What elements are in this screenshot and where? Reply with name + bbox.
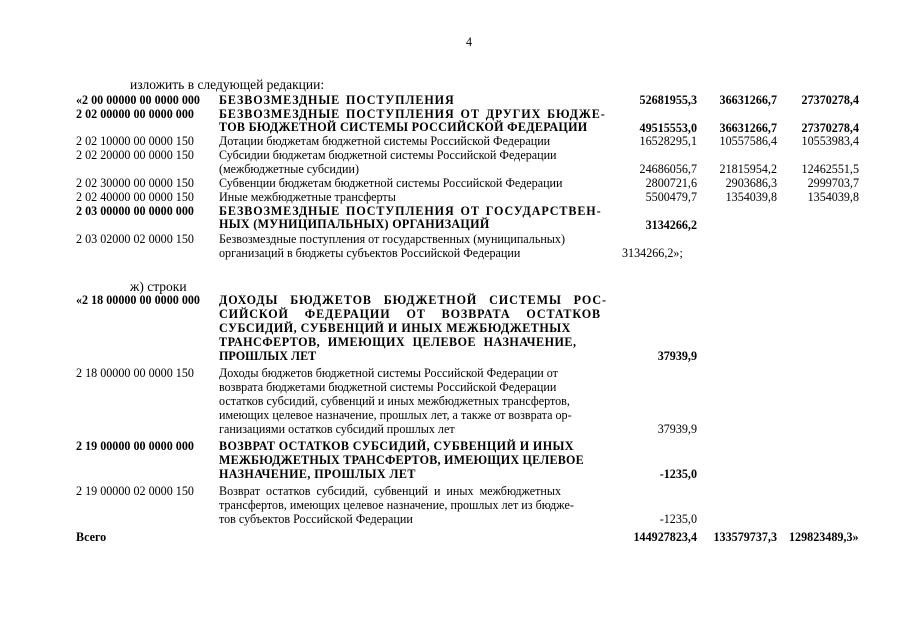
- row-description: Субсидии бюджетам бюджетной системы Российской Федерации: [219, 148, 557, 162]
- row-description: Доходы бюджетов бюджетной системы Российской Федерации от: [219, 366, 558, 380]
- row-description: остатков субсидий, субвенций и иных межбюджетных трансфертов,: [219, 394, 570, 408]
- row-description: ТРАНСФЕРТОВ, ИМЕЮЩИХ ЦЕЛЕВОЕ НАЗНАЧЕНИЕ,: [219, 335, 577, 349]
- value-col-1: 16528295,1: [639, 134, 697, 148]
- value-col-1: 37939,9: [657, 422, 697, 436]
- row-description: БЕЗВОЗМЕЗДНЫЕ ПОСТУПЛЕНИЯ ОТ ДРУГИХ БЮДЖЕ-: [219, 107, 606, 121]
- row-description: ТОВ БЮДЖЕТНОЙ СИСТЕМЫ РОССИЙСКОЙ ФЕДЕРАЦИИ: [219, 120, 588, 134]
- row-description: тов субъектов Российской Федерации: [219, 512, 413, 526]
- row-description: имеющих целевое назначение, прошлых лет, а также от возврата ор-: [219, 408, 572, 422]
- value-col-2: 2903686,3: [725, 176, 777, 190]
- value-col-2: 10557586,4: [719, 134, 777, 148]
- value-col-3: 2999703,7: [807, 176, 859, 190]
- row-description: (межбюджетные субсидии): [219, 162, 360, 176]
- value-col-3: 27370278,4: [801, 121, 859, 135]
- row-description: Субвенции бюджетам бюджетной системы Российской Федерации: [219, 176, 563, 190]
- value-col-1: 52681955,3: [639, 93, 697, 107]
- value-col-2: 36631266,7: [719, 121, 777, 135]
- row-description: ПРОШЛЫХ ЛЕТ: [219, 349, 317, 363]
- row-description: БЕЗВОЗМЕЗДНЫЕ ПОСТУПЛЕНИЯ: [219, 93, 455, 107]
- row-code: 2 19 00000 02 0000 150: [76, 484, 194, 498]
- value-col-1: 49515553,0: [639, 121, 697, 135]
- total-label: Всего: [76, 530, 107, 544]
- row-code: «2 18 00000 00 0000 000: [76, 293, 200, 307]
- value-col-3: 10553983,4: [801, 134, 859, 148]
- row-description: СУБСИДИЙ, СУБВЕНЦИЙ И ИНЫХ МЕЖБЮДЖЕТНЫХ: [219, 321, 571, 335]
- row-description: организаций в бюджеты субъектов Российской Федерации: [219, 246, 521, 260]
- value-col-1: -1235,0: [659, 467, 697, 481]
- row-description: НАЗНАЧЕНИЕ, ПРОШЛЫХ ЛЕТ: [219, 467, 416, 481]
- row-code: 2 02 30000 00 0000 150: [76, 176, 194, 190]
- row-description: МЕЖБЮДЖЕТНЫХ ТРАНСФЕРТОВ, ИМЕЮЩИХ ЦЕЛЕВОЕ: [219, 453, 584, 467]
- page-number: 4: [466, 35, 473, 49]
- row-description: ДОХОДЫ БЮДЖЕТОВ БЮДЖЕТНОЙ СИСТЕМЫ РОС-: [219, 293, 607, 307]
- section-heading: ж) строки: [130, 279, 187, 294]
- row-description: СИЙСКОЙ ФЕДЕРАЦИИ ОТ ВОЗВРАТА ОСТАТКОВ: [219, 307, 602, 321]
- row-code: 2 02 20000 00 0000 150: [76, 148, 194, 162]
- value-col-2: 36631266,7: [719, 93, 777, 107]
- row-code: 2 02 40000 00 0000 150: [76, 190, 194, 204]
- total-col-3: 129823489,3»: [789, 530, 859, 544]
- row-description: НЫХ (МУНИЦИПАЛЬНЫХ) ОРГАНИЗАЦИЙ: [219, 217, 490, 231]
- row-description: БЕЗВОЗМЕЗДНЫЕ ПОСТУПЛЕНИЯ ОТ ГОСУДАРСТВЕН-: [219, 204, 602, 218]
- row-code: «2 00 00000 00 0000 000: [76, 93, 200, 107]
- row-description: Дотации бюджетам бюджетной системы Российской Федерации: [219, 134, 551, 148]
- value-col-2: 21815954,2: [719, 162, 777, 176]
- total-col-1: 144927823,4: [633, 530, 697, 544]
- row-description: Возврат остатков субсидий, субвенций и иных межбюджетных: [219, 484, 562, 498]
- value-col-1: 2800721,6: [645, 176, 697, 190]
- row-description: ганизациями остатков субсидий прошлых лет: [219, 422, 455, 436]
- row-description: возврата бюджетами бюджетной системы Российской Федерации: [219, 380, 557, 394]
- row-code: 2 03 02000 02 0000 150: [76, 232, 194, 246]
- value-col-2: 1354039,8: [725, 190, 777, 204]
- value-col-1: 37939,9: [657, 349, 697, 363]
- intro-text: изложить в следующей редакции:: [130, 77, 325, 92]
- value-col-1: 5500479,7: [645, 190, 697, 204]
- value-col-1: -1235,0: [659, 512, 697, 526]
- row-code: 2 03 00000 00 0000 000: [76, 204, 194, 218]
- value-col-3: 1354039,8: [807, 190, 859, 204]
- value-col-3: 27370278,4: [801, 93, 859, 107]
- value-col-1: 3134266,2: [645, 218, 697, 232]
- row-code: 2 02 10000 00 0000 150: [76, 134, 194, 148]
- row-code: 2 02 00000 00 0000 000: [76, 107, 194, 121]
- row-code: 2 19 00000 00 0000 000: [76, 439, 194, 453]
- value-col-3: 12462551,5: [801, 162, 859, 176]
- value-col-1: 24686056,7: [639, 162, 697, 176]
- row-description: Иные межбюджетные трансферты: [219, 190, 396, 204]
- row-code: 2 18 00000 00 0000 150: [76, 366, 194, 380]
- row-description: Безвозмездные поступления от государственных (муниципальных): [219, 232, 565, 246]
- row-description: ВОЗВРАТ ОСТАТКОВ СУБСИДИЙ, СУБВЕНЦИЙ И ИНЫХ: [219, 439, 574, 453]
- value-col-1: 3134266,2»;: [622, 246, 683, 260]
- row-description: трансфертов, имеющих целевое назначение, прошлых лет из бюдже-: [219, 498, 574, 512]
- total-col-2: 133579737,3: [713, 530, 777, 544]
